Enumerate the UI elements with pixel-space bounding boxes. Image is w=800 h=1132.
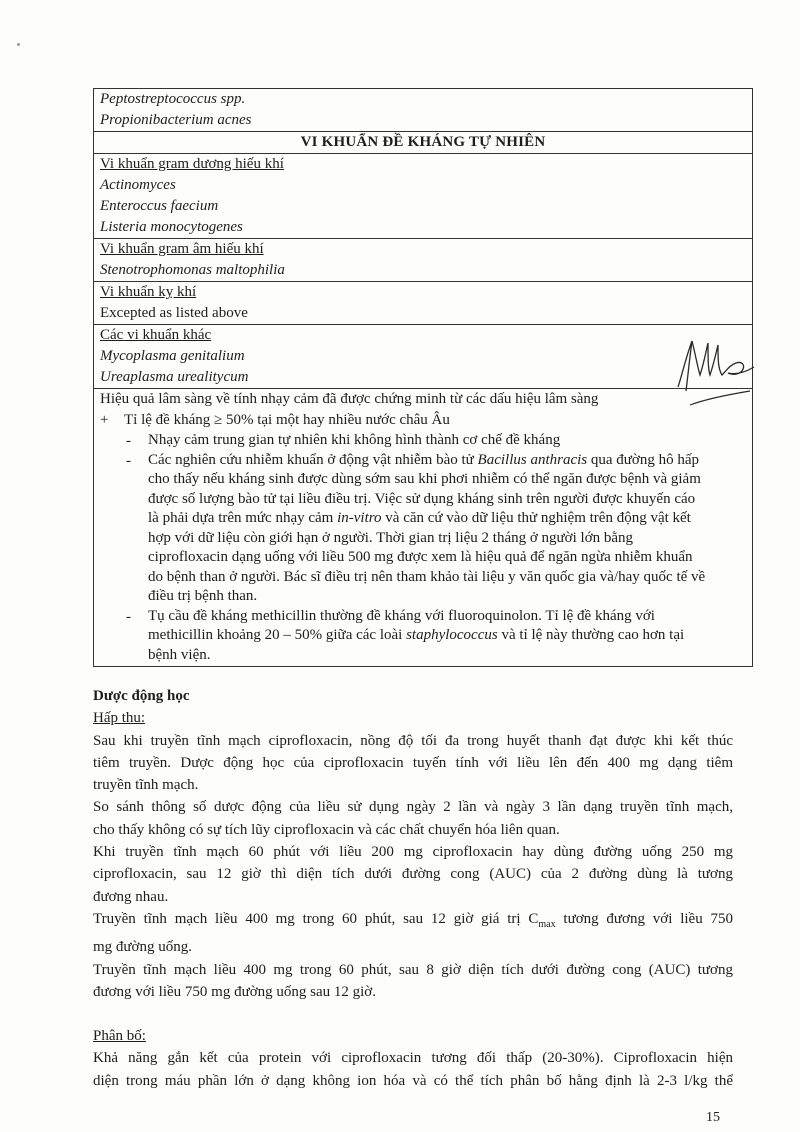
bullet-line: Tụ cầu đề kháng methicillin thường đề kháng với fluoroquinolon. Tỉ lệ đề kháng với [148,607,655,624]
text-line: truyền tĩnh mạch. [93,777,199,794]
group-anaerobic [94,281,752,324]
bullet-mrsa [100,607,746,666]
organism-row: Ureaplasma urealitycum [100,369,249,385]
text-line: đương nhau. [93,888,169,905]
dash-marker: - [126,452,131,469]
bullet-line: được số lượng bào tử tại liều điều trị. Việc sử dụng kháng sinh trên người được khuyến cáo [148,490,696,507]
bullet-line: cho thấy nếu kháng sinh được dùng sớm sau khi phơi nhiễm có thể ngăn được bệnh và giảm [148,471,701,487]
organism-row: Enteroccus faecium [100,198,219,214]
text-line: Sau khi truyền tĩnh mạch ciprofloxacin, nồng độ tối đa trong huyết thanh đạt được khi kết thúc [93,732,733,749]
organism-row: Peptostreptococcus spp. [100,91,246,107]
group-title: Các vi khuẩn khác [100,327,212,343]
text-line: ciprofloxacin, sau 12 giờ thì diện tích dưới đường cong (AUC) của 2 đường dùng là tương [93,866,733,883]
organism-row: Listeria monocytogenes [100,219,243,235]
table-section-top [94,89,752,131]
text-line: So sánh thông số dược động của liều sử dụng ngày 2 lần và ngày 3 lần dạng truyền tĩnh mạch, [93,799,733,816]
dash-marker: - [126,433,131,449]
bullet-line: do bệnh than ở người. Bác sĩ điều trị nên tham khảo tài liệu y văn quốc gia và/hay quốc tế về [148,568,706,585]
group-gram-positive-aerobic [94,153,752,238]
resistant-heading-row [94,131,752,153]
distribution-heading: Phân bố: [93,1028,146,1045]
organism-row: Actinomyces [100,177,176,193]
group-title: Vi khuẩn gram dương hiếu khí [100,156,284,172]
organism-row: Stenotrophomonas maltophilia [100,262,285,278]
bullet-line: methicillin khoảng 20 – 50% giữa các loài staphylococcus và tỉ lệ này thường cao hơn tại [148,627,685,643]
organism-row: Excepted as listed above [100,305,248,321]
bullet-anthrax [100,451,746,607]
text-line: Khi truyền tĩnh mạch 60 phút với liều 200 mg ciprofloxacin hay dùng đường uống 250 mg [93,844,733,861]
handwritten-signature [670,335,760,410]
text-line: mg đường uống. [93,939,192,956]
organism-row: Propionibacterium acnes [100,112,252,128]
bullet-line: Các nghiên cứu nhiễm khuẩn ở động vật nhiễm bào tử Bacillus anthracis qua đường hô hấp [148,451,700,468]
bullet-line: là phải dựa trên mức nhạy cảm in-vitro và căn cứ vào dữ liệu thử nghiệm trên động vật kết [148,510,691,526]
group-title: Vi khuẩn kỵ khí [100,284,197,300]
text-line: tiêm truyền. Dược động học của ciprofloxacin tuyến tính với liều lên đến 400 mg dạng tiêm [93,754,733,771]
resistance-note [100,410,746,431]
resistance-note-text: Tỉ lệ đề kháng ≥ 50% tại một hay nhiều nước châu Âu [124,412,450,428]
group-gram-negative-aerobic [94,238,752,281]
text-line: Truyền tĩnh mạch liều 400 mg trong 60 phút, sau 12 giờ giá trị $C_{max}$ tương đương với liều 750 [93,910,733,930]
text-line: đương với liều 750 mg đường uống sau 12 giờ. [93,983,376,1000]
pharmacokinetics-section [93,685,733,1092]
spacer [93,1003,733,1025]
text-line: cho thấy không có sự tích lũy ciprofloxacin và các chất chuyển hóa liên quan. [93,821,560,838]
page-number: 15 [706,1110,720,1125]
bullet-line: hợp với dữ liệu còn giới hạn ở người. Thời gian trị liệu 2 tháng ở người lớn bằng [148,529,634,546]
absorption-heading: Hấp thu: [93,710,146,727]
bullet-intermediate [100,431,746,451]
spectrum-table [93,88,753,667]
organism-row: Mycoplasma genitalium [100,348,245,364]
bullet-line: ciprofloxacin dạng uống với liều 500 mg được xem là hiệu quả để ngăn ngừa nhiễm khuẩn [148,549,693,565]
scan-speck [17,43,20,46]
text-line: Khả năng gắn kết của protein với ciprofloxacin tương đối thấp (20-30%). Ciprofloxacin hiện [93,1050,733,1067]
text-line: diện trong máu phần lớn ở dạng không ion hóa và có thể tích phân bố hằng định là 2-3 l/kg thể [93,1072,733,1089]
bullet-line: bệnh viện. [148,646,211,663]
group-other [94,324,752,388]
text-line: Truyền tĩnh mạch liều 400 mg trong 60 phút, sau 8 giờ diện tích dưới đường cong (AUC) tương [93,961,733,978]
bullet-line: điều trị bệnh than. [148,588,258,604]
dash-marker: - [126,608,131,625]
section-title: Dược động học [93,688,190,704]
resistant-heading: VI KHUẨN ĐỀ KHÁNG TỰ NHIÊN [300,134,546,150]
bullet-line: Nhạy cảm trung gian tự nhiên khi không hình thành cơ chế đề kháng [148,432,561,448]
table-notes [94,388,752,666]
plus-marker: + [100,412,109,428]
group-title: Vi khuẩn gram âm hiếu khí [100,241,264,257]
efficacy-note: Hiệu quả lâm sàng về tính nhạy cảm đã được chứng minh từ các dấu hiệu lâm sàng [100,391,599,407]
